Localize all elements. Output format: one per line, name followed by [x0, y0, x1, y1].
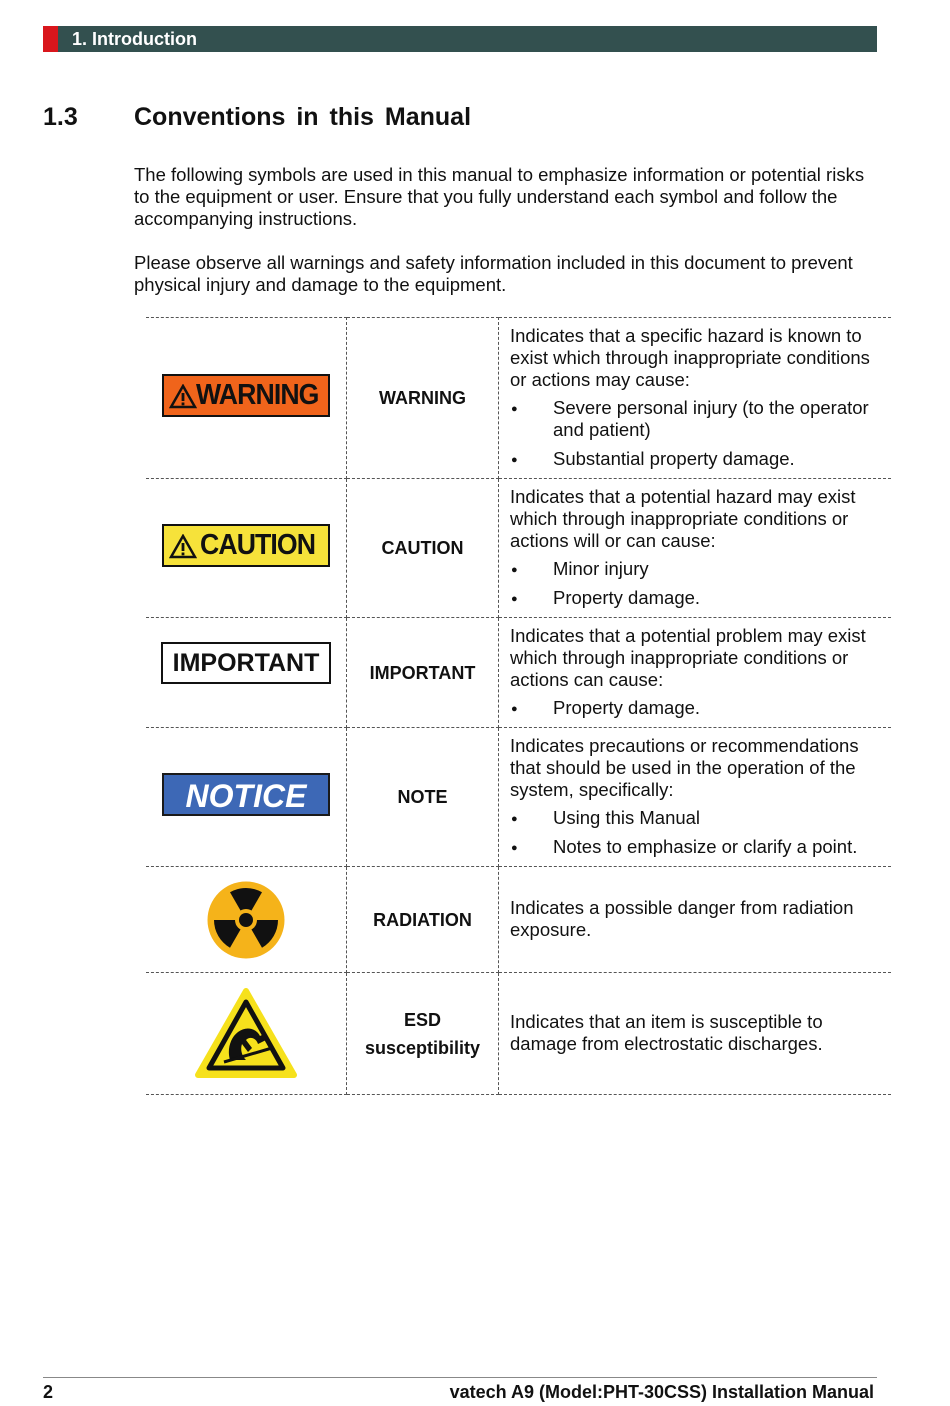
- warning-sign: [162, 374, 330, 417]
- convention-label-line-2: susceptibility: [364, 1037, 481, 1058]
- convention-label: RADIATION: [373, 909, 472, 930]
- table-row: [146, 618, 891, 728]
- table-row: [146, 318, 891, 479]
- bullet-list: [510, 807, 885, 858]
- convention-description: Indicates a possible danger from radiation exposure.: [510, 897, 854, 940]
- table-row: [146, 867, 891, 973]
- footer-title: vatech A9 (Model:PHT-30CSS) Installation Manual: [449, 1382, 874, 1402]
- table-row: [146, 973, 891, 1095]
- convention-label: ESD: [403, 1009, 441, 1030]
- table-row: [146, 479, 891, 618]
- intro-paragraph-1: The following symbols are used in this manual to emphasize information or potential risks to the equipment or user. Ensure that you fully understand each symbol and follow the accompanying instructions.: [134, 164, 865, 229]
- label-cell: [347, 479, 499, 618]
- page-number: 2: [43, 1382, 54, 1402]
- description-cell: [499, 318, 892, 479]
- list-item: ● Substantial property damage.: [510, 448, 885, 470]
- chapter-header-bar: [43, 26, 877, 52]
- intro-paragraph-2: Please observe all warnings and safety information included in this document to prevent physical injury and damage to the equipment.: [134, 252, 853, 295]
- description-cell: [499, 618, 892, 728]
- sign-text: NOTICE: [185, 778, 307, 814]
- label-cell: [347, 973, 499, 1095]
- bullet-list: [510, 397, 885, 470]
- convention-label: CAUTION: [381, 538, 464, 558]
- label-cell: [347, 318, 499, 479]
- footer-divider: [43, 1377, 877, 1378]
- chapter-title: 1. Introduction: [72, 29, 197, 49]
- symbol-cell: [146, 867, 347, 973]
- section-title: Conventions in this Manual: [134, 103, 472, 131]
- sign-text: CAUTION: [200, 529, 316, 561]
- list-item: ● Using this Manual: [510, 807, 885, 829]
- sign-text: WARNING: [196, 379, 319, 411]
- radiation-icon: [206, 880, 286, 960]
- header-accent: [43, 26, 58, 52]
- caution-sign: [162, 524, 330, 567]
- label-cell: [347, 728, 499, 867]
- list-item: ● Minor injury: [510, 558, 885, 580]
- symbol-cell: [146, 479, 347, 618]
- esd-warning-icon: [194, 988, 298, 1080]
- convention-label: WARNING: [379, 388, 466, 408]
- convention-label: NOTE: [397, 787, 448, 807]
- list-item: ● Severe personal injury (to the operator and patient): [510, 397, 885, 441]
- convention-description: Indicates precautions or recommendations that should be used in the operation of the system, specifically:: [510, 735, 859, 800]
- notice-sign: [162, 773, 330, 816]
- symbol-cell: [146, 618, 347, 728]
- description-cell: [499, 479, 892, 618]
- description-cell: [499, 973, 892, 1095]
- list-item: ● Property damage.: [510, 697, 885, 719]
- symbol-cell: [146, 973, 347, 1095]
- symbol-cell: [146, 318, 347, 479]
- convention-description: Indicates that a specific hazard is known to exist which through inappropriate conditions or actions may cause:: [510, 325, 870, 390]
- alert-triangle-icon: [169, 384, 197, 409]
- symbol-cell: [146, 728, 347, 867]
- alert-triangle-icon: [169, 534, 197, 559]
- convention-description: Indicates that a potential problem may exist which through inappropriate conditions or actions can cause:: [510, 625, 866, 690]
- description-cell: [499, 728, 892, 867]
- table-row: [146, 728, 891, 867]
- important-sign: [161, 642, 331, 684]
- list-item: ● Notes to emphasize or clarify a point.: [510, 836, 885, 858]
- convention-label: IMPORTANT: [369, 662, 476, 683]
- bullet-list: [510, 697, 885, 719]
- convention-description: Indicates that a potential hazard may exist which through inappropriate conditions or actions will or can cause:: [510, 486, 856, 551]
- list-item: ● Property damage.: [510, 587, 885, 609]
- label-cell: [347, 867, 499, 973]
- description-cell: [499, 867, 892, 973]
- sign-text: IMPORTANT: [172, 649, 320, 677]
- section-number: 1.3: [43, 103, 78, 131]
- convention-description: Indicates that an item is susceptible to damage from electrostatic discharges.: [510, 1011, 823, 1054]
- label-cell: [347, 618, 499, 728]
- conventions-table: [146, 317, 891, 1095]
- bullet-list: [510, 558, 885, 609]
